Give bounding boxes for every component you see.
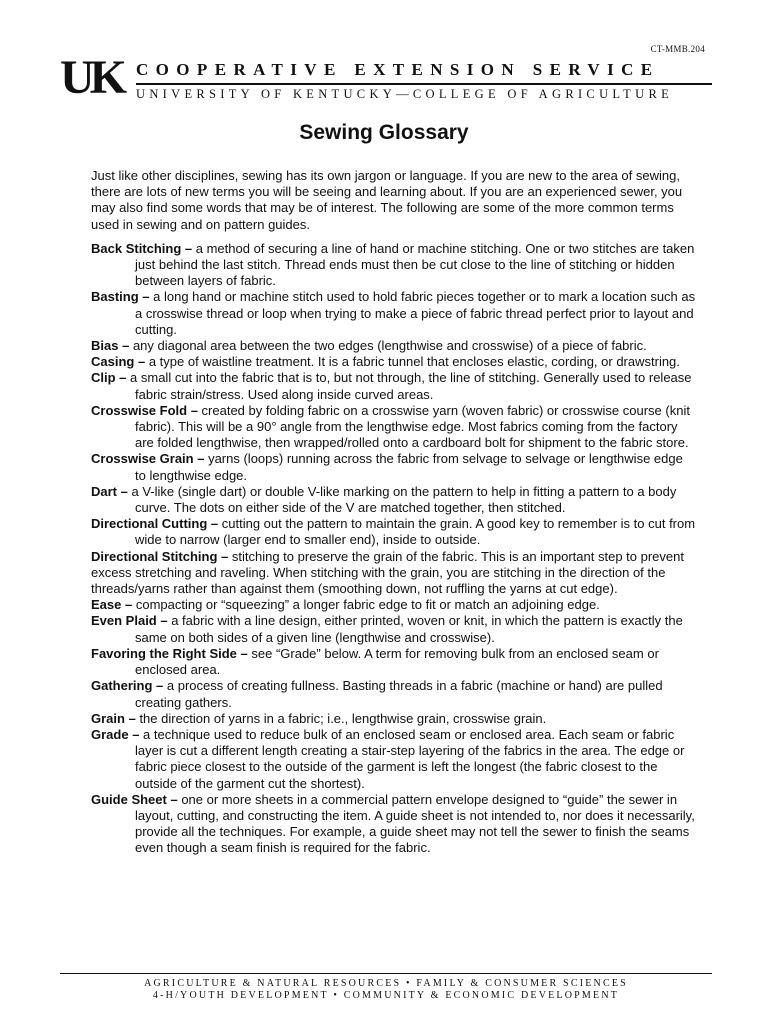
term-separator: –	[217, 548, 232, 564]
glossary-entry	[91, 484, 696, 516]
term-separator: –	[115, 370, 131, 386]
term-separator: –	[152, 678, 167, 694]
glossary-definition: a type of waistline treatment. It is a fabric tunnel that encloses elastic, cording, or drawstring.	[148, 354, 680, 370]
glossary-term: Back Stitching	[91, 240, 182, 256]
glossary-term: Even Plaid	[91, 613, 157, 629]
glossary-entry	[91, 613, 696, 645]
footer-line-1: AGRICULTURE & NATURAL RESOURCES • FAMILY & CONSUMER SCIENCES	[144, 978, 628, 989]
glossary-entry	[91, 338, 696, 354]
glossary-term: Gathering	[91, 678, 153, 694]
glossary-definition: a method of securing a line of hand or machine stitching. One or two stitches are taken just behind the last stitch. Thread ends must then be cut close to the line of stitching or hidden between layers of fabric.	[135, 240, 695, 289]
glossary-entry	[91, 516, 696, 548]
glossary-entry	[91, 451, 696, 483]
header-rule	[136, 83, 712, 85]
term-separator: –	[118, 338, 133, 354]
org-subtitle: UNIVERSITY OF KENTUCKY—COLLEGE OF AGRICULTURE	[136, 87, 674, 101]
term-separator: –	[124, 710, 140, 726]
term-separator: –	[117, 483, 132, 499]
glossary-list	[91, 241, 696, 857]
glossary-term: Crosswise Fold	[91, 402, 188, 418]
glossary-definition: created by folding fabric on a crosswise yarn (woven fabric) or crosswise course (knit fabric). This will be a 90° angle from the lengthwise edge. Most fabrics coming from the factory are folded lengthwise, then wrapped/rolled onto a cardboard bolt for shipment to the fabric store.	[135, 402, 690, 451]
glossary-entry	[91, 370, 696, 402]
glossary-entry	[91, 597, 696, 613]
glossary-definition: a technique used to reduce bulk of an enclosed seam or enclosed area. Each seam or fabric layer is cut a different length creating a stair-step layering of the fabrics in the area. The edge or fabric piece closest to the outside of the garment is left the longest (the fabric closest to the outside of the garment cut the shortest).	[135, 726, 685, 791]
term-separator: –	[156, 613, 172, 629]
page-title: Sewing Glossary	[299, 121, 469, 144]
glossary-term: Crosswise Grain	[91, 451, 194, 467]
org-name: COOPERATIVE EXTENSION SERVICE	[136, 60, 660, 79]
glossary-definition: see “Grade” below. A term for removing bulk from an enclosed seam or enclosed area.	[135, 645, 659, 678]
uk-logo-text: UK	[60, 51, 122, 104]
term-separator: –	[187, 402, 202, 418]
glossary-entry	[91, 646, 696, 678]
glossary-entry	[91, 354, 696, 370]
glossary-entry	[91, 403, 696, 452]
glossary-definition: yarns (loops) running across the fabric from selvage to selvage or lengthwise edge to lengthwise edge.	[135, 451, 683, 483]
glossary-entry	[91, 678, 696, 710]
glossary-entry	[91, 241, 696, 290]
term-separator: –	[193, 451, 209, 467]
intro-paragraph: Just like other disciplines, sewing has its own jargon or language. If you are new to the area of sewing, there are lots of new terms you will be seeing and learning about. If you are an experienced sewer, you may also find some words that may be of interest. The following are some of the more common terms used in sewing and on pattern guides.	[91, 168, 683, 232]
term-separator: –	[121, 597, 136, 613]
glossary-term: Casing	[91, 354, 135, 370]
glossary-term: Ease	[91, 597, 122, 613]
glossary-entry	[91, 289, 696, 338]
term-separator: –	[181, 240, 196, 256]
glossary-term: Basting	[91, 289, 139, 305]
glossary-term: Favoring the Right Side	[91, 645, 237, 661]
glossary-term: Bias	[91, 338, 119, 354]
footer-rule	[60, 973, 712, 974]
glossary-definition: one or more sheets in a commercial pattern envelope designed to “guide” the sewer in layout, cutting, and constructing the item. A guide sheet is not intended to, nor does it necessarily, provide all the techniques. For example, a guide sheet may not tell the sewer to finish the seams even though a seam finish is required for the fabric.	[135, 791, 695, 856]
term-separator: –	[138, 289, 154, 305]
document-id: CT-MMB.204	[650, 44, 705, 54]
glossary-definition: a fabric with a line design, either printed, woven or knit, in which the pattern is exactly the same on both sides of a given line (lengthwise and crosswise).	[135, 613, 683, 645]
glossary-content	[91, 168, 696, 857]
glossary-term: Dart	[91, 483, 118, 499]
glossary-definition: any diagonal area between the two edges (lengthwise and crosswise) of a piece of fabric.	[132, 338, 647, 354]
glossary-definition: a long hand or machine stitch used to hold fabric pieces together or to mark a location such as a crosswise thread or loop when trying to make a piece of fabric thread perfect prior to layout and cutting.	[135, 289, 696, 337]
term-separator: –	[166, 791, 182, 807]
term-separator: –	[134, 354, 149, 370]
glossary-definition: the direction of yarns in a fabric; i.e., lengthwise grain, crosswise grain.	[139, 710, 547, 726]
glossary-entry	[91, 549, 696, 598]
glossary-term: Directional Cutting	[91, 516, 208, 532]
glossary-definition: a V-like (single dart) or double V-like marking on the pattern to help in fitting a pattern to a body curve. The dots on either side of the V are matched together, then stitched.	[131, 483, 677, 516]
footer-line-2: 4-H/YOUTH DEVELOPMENT • COMMUNITY & ECONOMIC DEVELOPMENT	[152, 990, 620, 1001]
glossary-entry	[91, 711, 696, 727]
uk-logo	[60, 51, 134, 104]
glossary-term: Directional Stitching	[91, 548, 218, 564]
glossary-entry	[91, 727, 696, 792]
glossary-definition: cutting out the pattern to maintain the grain. A good key to remember is to cut from wide to narrow (larger end to smaller end), inside to outside.	[135, 516, 696, 548]
term-separator: –	[207, 516, 222, 532]
term-separator: –	[128, 726, 144, 742]
glossary-term: Guide Sheet	[91, 791, 167, 807]
glossary-term: Grain	[91, 710, 125, 726]
page-footer	[60, 973, 712, 1002]
glossary-term: Grade	[91, 726, 129, 742]
glossary-definition: compacting or “squeezing” a longer fabric edge to fit or match an adjoining edge.	[135, 597, 600, 613]
glossary-definition: a process of creating fullness. Basting threads in a fabric (machine or hand) are pulled creating gathers.	[135, 678, 663, 710]
glossary-term: Clip	[91, 370, 116, 386]
glossary-definition: a small cut into the fabric that is to, but not through, the line of stitching. Generally used to release fabric strain/stress. Used along inside curved areas.	[130, 370, 692, 402]
page-header	[60, 51, 712, 104]
term-separator: –	[236, 645, 252, 661]
glossary-entry	[91, 792, 696, 857]
glossary-definition: stitching to preserve the grain of the fabric. This is an important step to prevent excess stretching and raveling. When stitching with the grain, you are stitching in the direction of the threads/yarns rather than against them (smoothing down, not ruffling the yarns at cut edge).	[91, 548, 684, 597]
